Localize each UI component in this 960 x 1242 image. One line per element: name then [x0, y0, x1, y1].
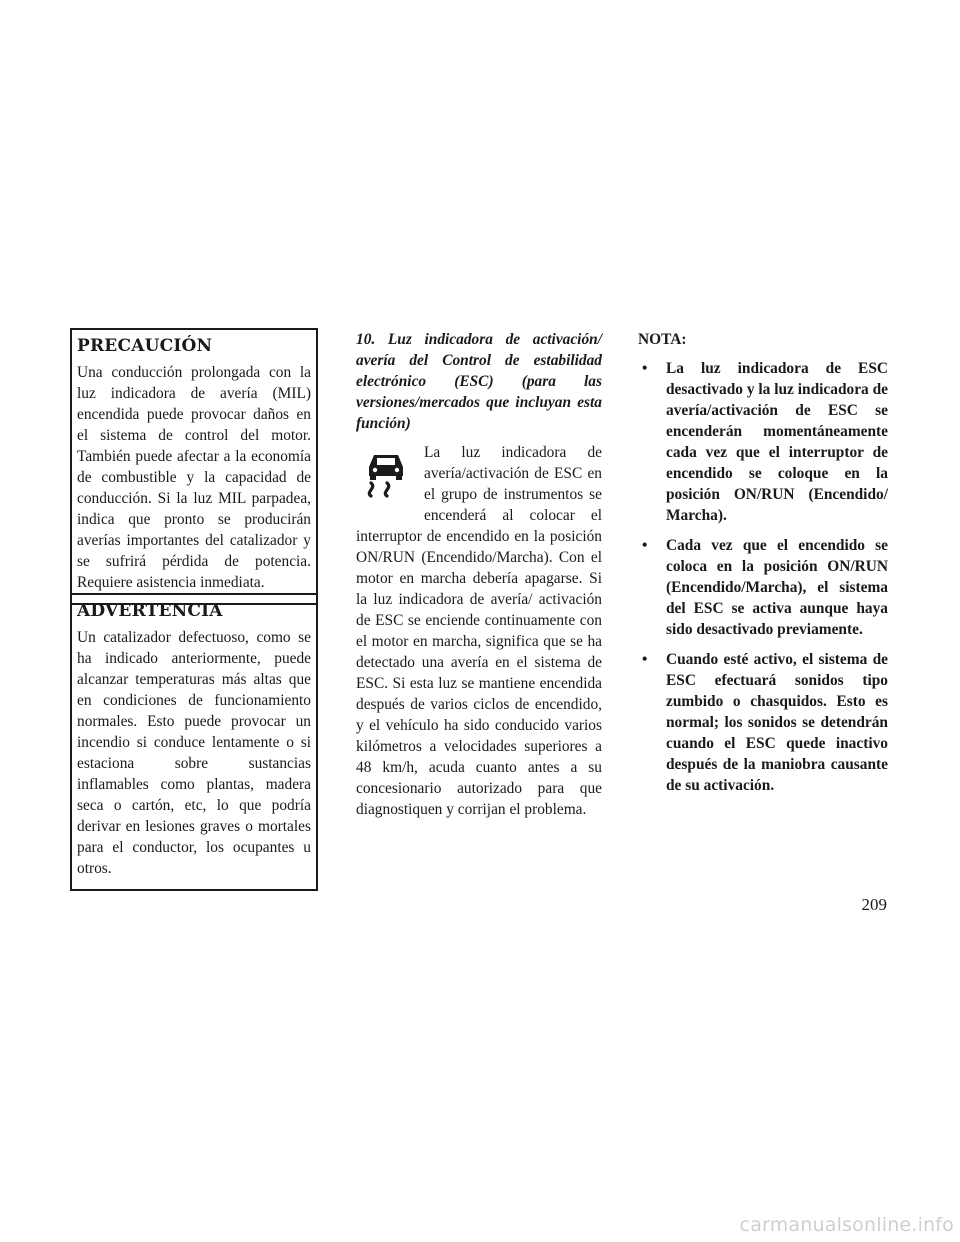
- warning-box: [70, 593, 318, 891]
- bullet-icon: •: [642, 537, 648, 554]
- note-item-text: La luz indicadora de ESC desactivado y la luz indicadora de avería/activación de ESC se encenderán momentáneamente cada vez que el interruptor de encendido se coloque en la posición ON/RUN (Encendido/ Marcha).: [666, 360, 888, 524]
- section-heading: 10. Luz indicadora de activación/ avería del Control de estabilidad electrónico (ESC) (para las versiones/mercados que incluyan esta función): [356, 331, 602, 432]
- list-item: [638, 358, 888, 526]
- esc-section: [356, 329, 602, 820]
- bullet-icon: •: [642, 651, 648, 668]
- note-list: [638, 358, 888, 796]
- warning-title: ADVERTENCIA: [77, 601, 223, 621]
- section-body: La luz indicadora de avería/activación de ESC en el grupo de instrumentos se encenderá al colocar el interruptor de encendido en la posición ON/RUN (Encendido/Marcha). Con el motor en marcha debería apagarse. Si la luz indicadora de avería/ activación de ESC se enciende continuamente con el motor en marcha, significa que se ha detectado una avería en el sistema de ESC. Si esta luz se mantiene encendida después de varios ciclos de encendido, y el vehículo ha sido conducido varios kilómetros a velocidades superiores a 48 km/h, acuda cuanto antes a su concesionario autorizado para que diagnostiquen y corrijan el problema.: [356, 444, 602, 818]
- caution-title: PRECAUCIÓN: [77, 336, 213, 356]
- page-number: 209: [861, 895, 887, 914]
- note-item-text: Cada vez que el encendido se coloca en la posición ON/RUN (Encendido/Marcha), el sistema del ESC se activa aunque haya sido desactivado previamente.: [666, 537, 888, 638]
- watermark: carmanualsonline.info: [739, 1214, 954, 1236]
- caution-box: [70, 328, 318, 605]
- warning-body: Un catalizador defectuoso, como se ha indicado anteriormente, puede alcanzar temperaturas más altas que en condiciones de funcionamiento normales. Esto puede provocar un incendio si conduce lentamente o si estaciona sobre sustancias inflamables como plantas, madera seca o cartón, etc, lo que podría derivar en lesiones graves o mortales para el conductor, los ocupantes u otros.: [77, 629, 311, 877]
- esc-skid-icon: [356, 442, 416, 508]
- caution-body: Una conducción prolongada con la luz indicadora de avería (MIL) encendida puede provocar daños en el sistema de control del motor. También puede afectar a la economía de combustible y la capacidad de conducción. Si la luz MIL parpadea, indica que pronto se producirán averías importantes del catalizador y se sufrirá pérdida de potencia. Requiere asistencia inmediata.: [77, 364, 311, 591]
- note-item-text: Cuando esté activo, el sistema de ESC efectuará sonidos tipo zumbido o chasquidos. Esto es normal; los sonidos se detendrán cuando el ESC quede inactivo después de la maniobra causante de su activación.: [666, 651, 888, 794]
- list-item: [638, 649, 888, 796]
- bullet-icon: •: [642, 360, 648, 377]
- list-item: [638, 535, 888, 640]
- note-section: [638, 329, 888, 805]
- note-label: NOTA:: [638, 331, 687, 348]
